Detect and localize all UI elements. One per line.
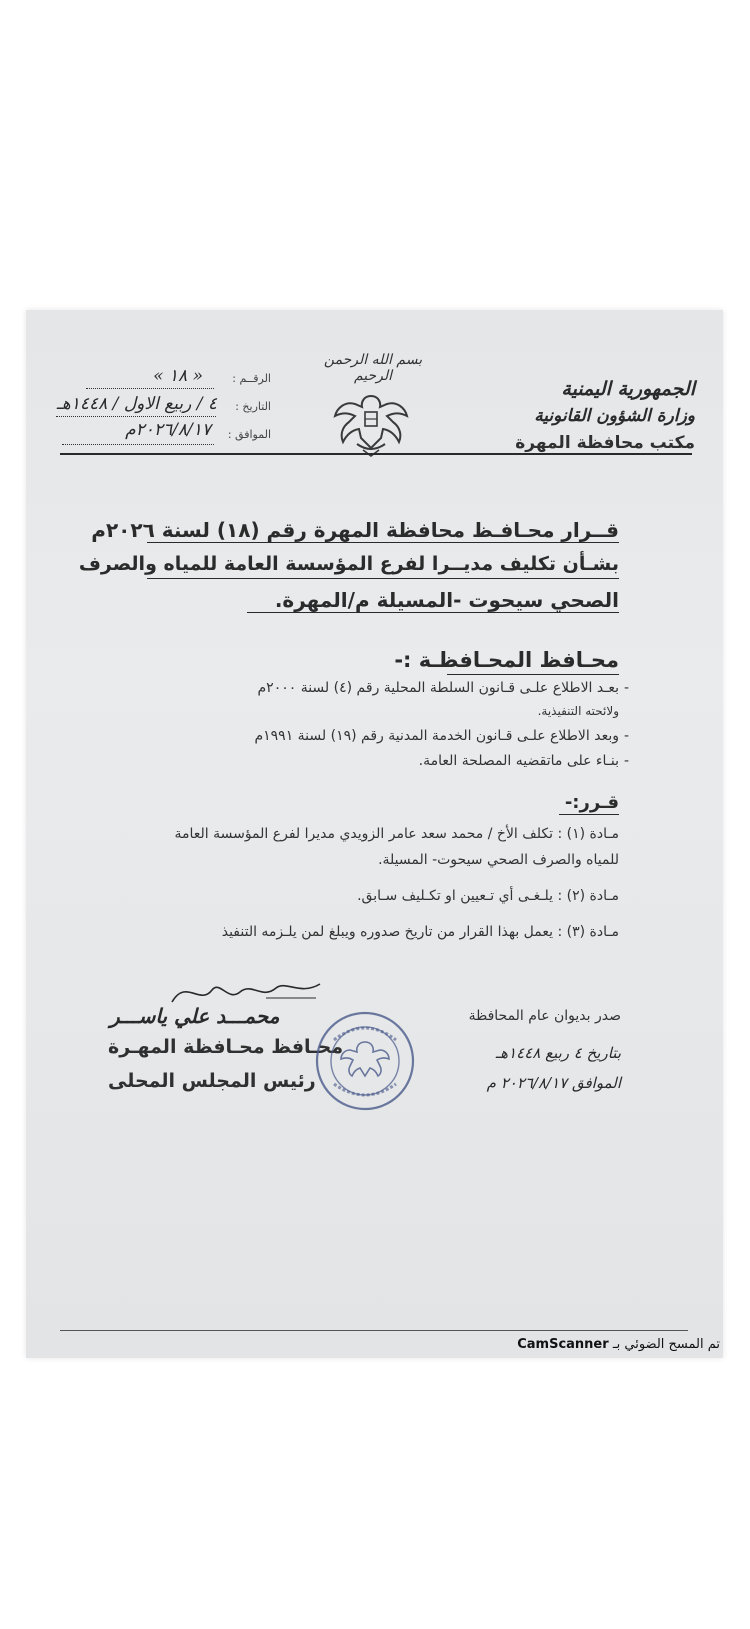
article-1-continued: للمياه والصرف الصحي سيحوت- المسيلة. <box>378 852 619 868</box>
issued-hijri-date: بتاريخ ٤ ربيع ١٤٤٨هـ <box>495 1044 621 1062</box>
title-underline-2 <box>147 578 619 579</box>
preamble-heading: محـافظ المحـافظـة :- <box>394 648 619 672</box>
bullet: - <box>623 680 629 696</box>
footer-divider <box>60 1330 688 1331</box>
date-label: التاريخ : <box>235 400 271 413</box>
article-2: مـادة (٢) : يلـغـى أي تـعيين او تكـليف سـابق. <box>357 888 619 904</box>
eagle-emblem-icon <box>331 382 411 462</box>
preamble-item: وبعد الاطلاع علـى قـانون الخدمة المدنية رقم (١٩) لسنة ١٩٩١م <box>254 728 619 744</box>
signatory-role: رئيس المجلس المحلى <box>108 1070 316 1092</box>
number-value: « ١٨ » <box>153 366 203 386</box>
title-underline-1 <box>147 542 619 543</box>
gregorian-dotted-line <box>62 444 214 446</box>
decision-subject-line2: الصحي سيحوت -المسيلة م/المهرة. <box>274 588 619 612</box>
scanner-brand: CamScanner <box>517 1337 609 1352</box>
decision-heading-underline <box>559 814 619 815</box>
date-dotted-line <box>56 416 216 418</box>
office-name: مكتب محافظة المهرة <box>515 433 695 453</box>
preamble-item: بعـد الاطلاع علـى قـانون السلطة المحلية رقم (٤) لسنة ٢٠٠٠م <box>257 680 619 696</box>
date-value: ٤ / ربيع الاول / ١٤٤٨هـ <box>56 394 217 414</box>
article-1: مـادة (١) : تكلف الأخ / محمد سعد عامر الزويدي مديرا لفرع المؤسسة العامة <box>174 826 619 842</box>
gregorian-label: الموافق : <box>227 428 271 441</box>
article-3: مـادة (٣) : يعمل بهذا القرار من تاريخ صدوره ويبلغ لمن يلـزمه التنفيذ <box>221 924 619 940</box>
gregorian-value: ٢٠٢٦/٨/١٧م <box>125 420 211 440</box>
title-underline-3 <box>247 612 619 613</box>
number-dotted-line <box>86 388 214 390</box>
preamble-item: بنـاء على ماتقضيه المصلحة العامة. <box>418 753 619 769</box>
preamble-heading-underline <box>447 674 619 675</box>
signatory-title: محـافظ محـافظة المهـرة <box>108 1036 344 1058</box>
issued-gregorian-date: الموافق ٢٠٢٦/٨/١٧ م <box>486 1074 621 1092</box>
header-divider <box>60 453 692 455</box>
issued-place: صدر بديوان عام المحافظة <box>468 1008 621 1024</box>
official-seal-icon <box>314 1010 416 1112</box>
basmala: بسم الله الرحمن الرحيم <box>323 352 423 384</box>
decision-title: قــرار محـافـظ محافظة المهرة رقم (١٨) لسنة ٢٠٢٦م <box>91 518 619 542</box>
scanned-document <box>26 310 723 1358</box>
bullet: - <box>623 753 629 769</box>
republic-name: الجمهورية اليمنية <box>561 378 695 400</box>
decision-subject-line1: بشـأن تكليف مديــرا لفرع المؤسسة العامة للمياه والصرف <box>78 553 619 575</box>
ministry-name: وزارة الشؤون القانونية <box>534 406 695 426</box>
decision-heading: قـرر:- <box>564 792 619 813</box>
scanner-prefix: تم المسح الضوئي بـ <box>612 1337 720 1352</box>
signatory-name: محمـــد علي ياســـر <box>110 1004 280 1028</box>
scanner-watermark <box>517 1337 720 1352</box>
preamble-item: ولائحته التنفيذية. <box>537 704 619 718</box>
letterhead <box>515 376 695 457</box>
bullet: - <box>623 728 629 744</box>
number-label: الرقــم : <box>232 372 271 385</box>
